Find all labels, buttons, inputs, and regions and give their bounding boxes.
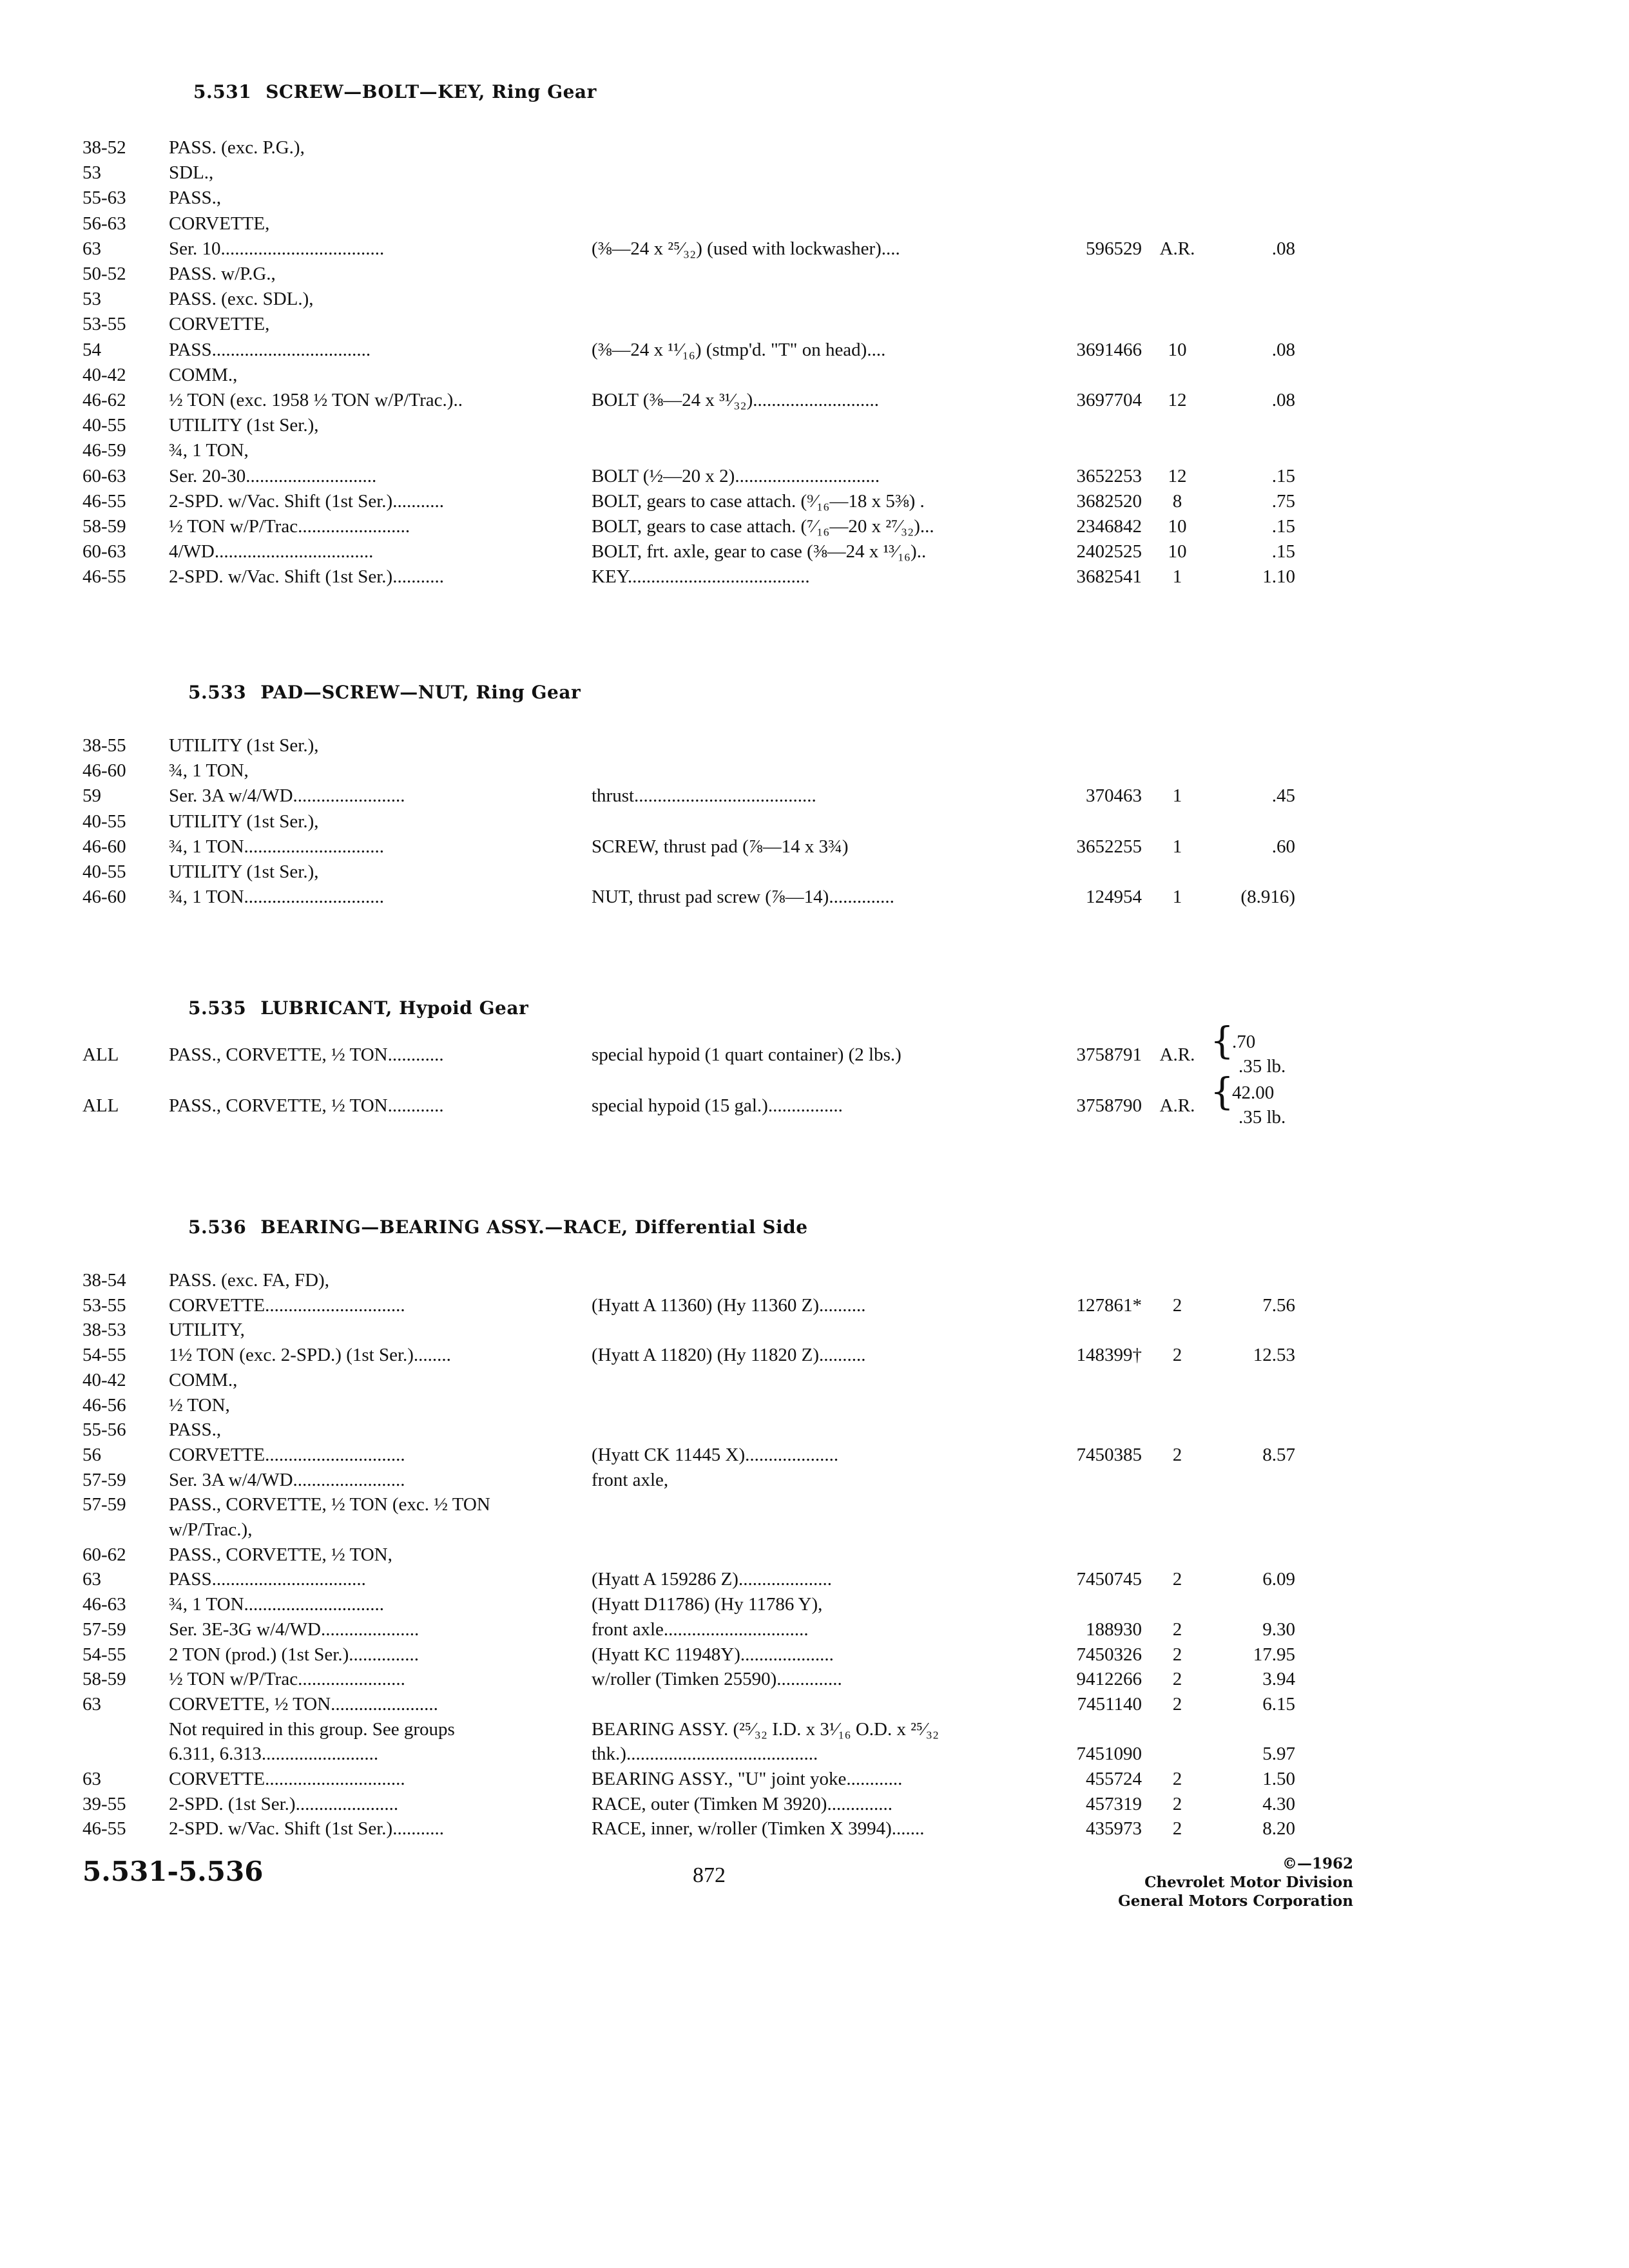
part-description: (Hyatt A 159286 Z)....................: [592, 1569, 832, 1590]
model-description: 2 TON (prod.) (1st Ser.)...............: [169, 1644, 419, 1665]
table-row: [0, 564, 1629, 590]
part-number: 3758791: [1076, 1044, 1142, 1065]
table-row: [0, 1268, 1629, 1293]
model-description: Ser. 3E-3G w/4/WD.....................: [169, 1619, 419, 1640]
list-price: .15: [1271, 541, 1295, 562]
list-price: 6.09: [1262, 1569, 1295, 1590]
model-years: 56-63: [82, 213, 126, 234]
part-number: 2346842: [1076, 516, 1142, 537]
model-description: Ser. 10...................................: [169, 238, 385, 259]
model-years: 38-52: [82, 137, 126, 158]
table-row: [0, 1816, 1629, 1841]
part-description: BEARING ASSY., "U" joint yoke............: [592, 1769, 903, 1789]
list-price: 3.94: [1262, 1669, 1295, 1690]
model-description: PASS..................................: [169, 339, 371, 360]
model-years: 40-55: [82, 861, 126, 882]
model-years: 58-59: [82, 516, 126, 537]
model-description: CORVETTE,: [169, 314, 270, 335]
part-description: (Hyatt A 11360) (Hy 11360 Z)..........: [592, 1294, 866, 1316]
quantity: 2: [1172, 1693, 1182, 1715]
quantity: 12: [1168, 465, 1187, 486]
model-years: 46-60: [82, 836, 126, 857]
part-number: 7450326: [1076, 1644, 1142, 1665]
list-price: .45: [1271, 785, 1295, 807]
group-range: 5.531-5.536: [82, 1856, 264, 1887]
model-description: ¾, 1 TON,: [169, 440, 249, 461]
model-description: PASS., CORVETTE, ½ TON............: [169, 1044, 444, 1065]
quantity: 2: [1172, 1644, 1182, 1665]
model-description: ½ TON w/P/Trac.......................: [169, 1669, 405, 1690]
model-description: CORVETTE,: [169, 213, 270, 234]
quantity: 10: [1168, 516, 1187, 537]
model-description: UTILITY (1st Ser.),: [169, 861, 319, 882]
quantity: A.R.: [1159, 238, 1195, 259]
quantity: 1: [1172, 566, 1182, 588]
model-years: 53-55: [82, 314, 126, 335]
model-description: UTILITY (1st Ser.),: [169, 811, 319, 832]
model-years: 40-42: [82, 1369, 126, 1390]
copyright: ©—1962: [1282, 1855, 1353, 1872]
table-row: [0, 1742, 1629, 1767]
model-description: 6.311, 6.313.........................: [169, 1744, 379, 1765]
price-brace: {: [1210, 1019, 1234, 1062]
model-years: 46-63: [82, 1594, 126, 1615]
model-years: 38-55: [82, 735, 126, 756]
table-row: [0, 1567, 1629, 1592]
table-row: [0, 1019, 1629, 1077]
model-description: CORVETTE..............................: [169, 1444, 405, 1465]
table-row: [0, 1393, 1629, 1418]
table-row: [0, 312, 1629, 337]
table-row: [0, 1792, 1629, 1817]
part-number: 3652253: [1076, 465, 1142, 486]
quantity: 2: [1172, 1569, 1182, 1590]
model-years: 63: [82, 1769, 101, 1789]
table-row: [0, 363, 1629, 388]
table-row: [0, 338, 1629, 363]
table-row: [0, 1293, 1629, 1318]
model-description: ¾, 1 TON..............................: [169, 1594, 385, 1615]
model-description: COMM.,: [169, 364, 238, 385]
model-description: ½ TON w/P/Trac........................: [169, 516, 410, 537]
list-price: .15: [1271, 465, 1295, 486]
quantity: 1: [1172, 887, 1182, 908]
section-heading: 5.531 SCREW—BOLT—KEY, Ring Gear: [193, 81, 597, 102]
table-row: [0, 1418, 1629, 1443]
model-description: 4/WD..................................: [169, 541, 374, 562]
model-description: CORVETTE, ½ TON.......................: [169, 1693, 438, 1715]
model-years: 54-55: [82, 1644, 126, 1665]
model-years: 63: [82, 238, 101, 259]
price-brace: {: [1210, 1070, 1234, 1113]
table-row: [0, 1692, 1629, 1717]
list-price: 5.97: [1262, 1744, 1295, 1765]
table-row: [0, 1468, 1629, 1493]
table-row: [0, 388, 1629, 413]
model-description: PASS.,: [169, 187, 222, 209]
table-row: [0, 783, 1629, 809]
table-row: [0, 135, 1629, 160]
part-description: w/roller (Timken 25590)..............: [592, 1669, 842, 1690]
part-number: 127861*: [1076, 1294, 1142, 1316]
model-description: ¾, 1 TON..............................: [169, 836, 385, 857]
part-description: (Hyatt CK 11445 X)....................: [592, 1444, 839, 1465]
corporation-name: General Motors Corporation: [1118, 1892, 1353, 1910]
model-years: 39-55: [82, 1793, 126, 1814]
list-price: 8.20: [1262, 1818, 1295, 1840]
model-years: 56: [82, 1444, 101, 1465]
part-number: 3697704: [1076, 390, 1142, 410]
table-row: [0, 438, 1629, 463]
table-row: [0, 1368, 1629, 1393]
part-number: 7450745: [1076, 1569, 1142, 1590]
model-description: CORVETTE..............................: [169, 1769, 405, 1789]
part-description: BEARING ASSY. (²⁵⁄₃₂ I.D. x 3¹⁄₁₆ O.D. x ²⁵⁄₃₂: [592, 1718, 940, 1740]
part-number: 3691466: [1076, 339, 1142, 360]
model-years: 57-59: [82, 1469, 126, 1490]
model-description: Not required in this group. See groups: [169, 1718, 455, 1740]
table-row: [0, 758, 1629, 783]
list-price: 7.56: [1262, 1294, 1295, 1316]
quantity: 2: [1172, 1444, 1182, 1465]
model-description: ½ TON (exc. 1958 ½ TON w/P/Trac.)..: [169, 390, 463, 410]
model-description: w/P/Trac.),: [169, 1519, 253, 1540]
part-description: thrust.......................................: [592, 785, 816, 807]
part-description: KEY.......................................: [592, 566, 810, 588]
model-description: 2-SPD. (1st Ser.)......................: [169, 1793, 399, 1814]
model-description: ½ TON,: [169, 1394, 230, 1416]
part-number: 3652255: [1076, 836, 1142, 857]
list-price: .15: [1271, 516, 1295, 537]
table-row: [0, 1070, 1629, 1128]
model-years: ALL: [82, 1044, 119, 1065]
part-number: 124954: [1086, 887, 1142, 908]
model-description: COMM.,: [169, 1369, 238, 1390]
price-per-unit: .70: [1232, 1032, 1256, 1052]
table-row: [0, 211, 1629, 236]
model-years: 46-56: [82, 1394, 126, 1416]
part-description: BOLT, gears to case attach. (⁷⁄₁₆—20 x ²⁷⁄₃₂)...: [592, 516, 934, 537]
model-years: 60-62: [82, 1544, 126, 1565]
table-row: [0, 1318, 1629, 1343]
table-row: [0, 809, 1629, 834]
list-price: .60: [1271, 836, 1295, 857]
model-description: PASS.................................: [169, 1569, 366, 1590]
list-price: 8.57: [1262, 1444, 1295, 1465]
model-description: 2-SPD. w/Vac. Shift (1st Ser.)...........: [169, 1818, 444, 1840]
part-number: 148399†: [1076, 1345, 1142, 1366]
part-description: RACE, inner, w/roller (Timken X 3994).......: [592, 1818, 925, 1840]
quantity: 2: [1172, 1294, 1182, 1316]
model-description: Ser. 3A w/4/WD........................: [169, 1469, 405, 1490]
table-row: [0, 514, 1629, 539]
model-years: 46-59: [82, 440, 126, 461]
model-years: 46-60: [82, 760, 126, 782]
part-number: 9412266: [1076, 1669, 1142, 1690]
section-heading: 5.533 PAD—SCREW—NUT, Ring Gear: [188, 682, 581, 703]
quantity: 1: [1172, 836, 1182, 857]
model-years: 46-60: [82, 887, 126, 908]
part-description: NUT, thrust pad screw (⅞—14)..............: [592, 887, 894, 908]
table-row: [0, 1517, 1629, 1542]
model-description: SDL.,: [169, 162, 214, 184]
table-row: [0, 262, 1629, 287]
model-years: 63: [82, 1693, 101, 1715]
model-years: 54: [82, 339, 101, 360]
model-years: 46-55: [82, 490, 126, 512]
model-description: PASS., CORVETTE, ½ TON............: [169, 1095, 444, 1116]
model-description: Ser. 3A w/4/WD........................: [169, 785, 405, 807]
part-description: RACE, outer (Timken M 3920)..............: [592, 1793, 892, 1814]
model-years: 60-63: [82, 465, 126, 486]
part-number: 596529: [1086, 238, 1142, 259]
model-description: ¾, 1 TON,: [169, 760, 249, 782]
model-years: 57-59: [82, 1619, 126, 1640]
table-row: [0, 186, 1629, 211]
model-years: 57-59: [82, 1494, 126, 1515]
model-years: 53-55: [82, 1294, 126, 1316]
table-row: [0, 1492, 1629, 1517]
model-years: 40-55: [82, 811, 126, 832]
part-description: special hypoid (15 gal.)................: [592, 1095, 843, 1116]
model-years: 53: [82, 289, 101, 310]
model-description: 2-SPD. w/Vac. Shift (1st Ser.)...........: [169, 566, 444, 588]
part-description: (Hyatt D11786) (Hy 11786 Y),: [592, 1594, 823, 1615]
part-number: 188930: [1086, 1619, 1142, 1640]
model-years: 60-63: [82, 541, 126, 562]
part-number: 7451140: [1077, 1693, 1142, 1715]
table-row: [0, 287, 1629, 312]
list-price: .75: [1271, 490, 1295, 512]
list-price: .08: [1271, 238, 1295, 259]
part-description: (Hyatt KC 11948Y)....................: [592, 1644, 834, 1665]
quantity: 10: [1168, 339, 1187, 360]
model-years: 53: [82, 162, 101, 184]
model-description: PASS. w/P.G.,: [169, 264, 276, 284]
section-heading: 5.535 LUBRICANT, Hypoid Gear: [188, 997, 529, 1019]
part-description: thk.).........................................: [592, 1744, 818, 1765]
quantity: 2: [1172, 1669, 1182, 1690]
model-description: 2-SPD. w/Vac. Shift (1st Ser.)...........: [169, 490, 444, 512]
model-description: UTILITY (1st Ser.),: [169, 415, 319, 436]
part-number: 7450385: [1076, 1444, 1142, 1465]
table-row: [0, 834, 1629, 860]
model-years: 46-55: [82, 566, 126, 588]
part-description: (⅜—24 x ²⁵⁄₃₂) (used with lockwasher)....: [592, 238, 900, 259]
part-number: 7451090: [1076, 1744, 1142, 1765]
model-years: 38-53: [82, 1320, 126, 1341]
quantity: 2: [1172, 1619, 1182, 1640]
model-description: PASS.,: [169, 1419, 222, 1441]
section-heading: 5.536 BEARING—BEARING ASSY.—RACE, Differential Side: [188, 1216, 808, 1238]
table-row: [0, 733, 1629, 758]
model-description: 1½ TON (exc. 2-SPD.) (1st Ser.)........: [169, 1345, 451, 1366]
quantity: 1: [1172, 785, 1182, 807]
list-price: 12.53: [1253, 1345, 1295, 1366]
model-years: ALL: [82, 1095, 119, 1116]
table-row: [0, 413, 1629, 438]
model-description: PASS. (exc. FA, FD),: [169, 1270, 329, 1291]
list-price: (8.916): [1240, 887, 1295, 908]
model-description: PASS. (exc. P.G.),: [169, 137, 305, 158]
table-row: [0, 860, 1629, 885]
part-description: special hypoid (1 quart container) (2 lbs.): [592, 1044, 901, 1065]
part-description: SCREW, thrust pad (⅞—14 x 3¾): [592, 836, 849, 857]
model-years: 38-54: [82, 1270, 126, 1291]
model-years: 63: [82, 1569, 101, 1590]
list-price: 1.50: [1262, 1769, 1295, 1789]
list-price: 4.30: [1262, 1793, 1295, 1814]
part-number: 455724: [1086, 1769, 1142, 1789]
table-row: [0, 885, 1629, 910]
table-row: [0, 1767, 1629, 1792]
part-description: front axle,: [592, 1469, 669, 1490]
part-number: 3682520: [1076, 490, 1142, 512]
model-description: PASS., CORVETTE, ½ TON,: [169, 1544, 392, 1565]
quantity: 2: [1172, 1769, 1182, 1789]
quantity: 2: [1172, 1345, 1182, 1366]
part-description: BOLT (½—20 x 2)...............................: [592, 465, 880, 486]
table-row: [0, 160, 1629, 186]
quantity: 12: [1168, 390, 1187, 410]
model-years: 55-56: [82, 1419, 126, 1441]
part-description: BOLT, frt. axle, gear to case (⅜—24 x ¹³⁄₁₆)..: [592, 541, 927, 562]
model-description: PASS. (exc. SDL.),: [169, 289, 314, 310]
model-years: 46-62: [82, 390, 126, 410]
model-years: 58-59: [82, 1669, 126, 1690]
page-number: 872: [693, 1863, 726, 1887]
quantity: 8: [1172, 490, 1182, 512]
part-description: BOLT, gears to case attach. (⁹⁄₁₆—18 x 5⅜) .: [592, 490, 925, 512]
part-number: 3682541: [1076, 566, 1142, 588]
model-description: UTILITY,: [169, 1320, 245, 1341]
part-description: BOLT (⅜—24 x ³¹⁄₃₂)...........................: [592, 390, 880, 410]
publisher-credit: [1050, 1854, 1353, 1910]
model-years: 40-55: [82, 415, 126, 436]
model-years: 50-52: [82, 264, 126, 284]
model-description: ¾, 1 TON..............................: [169, 887, 385, 908]
model-description: Ser. 20-30............................: [169, 465, 377, 486]
quantity: 2: [1172, 1793, 1182, 1814]
price-per-pound: .35 lb.: [1239, 1107, 1286, 1128]
list-price: .08: [1271, 390, 1295, 410]
part-number: 370463: [1086, 785, 1142, 807]
part-number: 2402525: [1076, 541, 1142, 562]
table-row: [0, 539, 1629, 564]
list-price: 6.15: [1262, 1693, 1295, 1715]
model-years: 40-42: [82, 364, 126, 385]
quantity: 10: [1168, 541, 1187, 562]
table-row: [0, 1542, 1629, 1568]
table-row: [0, 1617, 1629, 1642]
model-years: 59: [82, 785, 101, 807]
table-row: [0, 1667, 1629, 1692]
model-description: CORVETTE..............................: [169, 1294, 405, 1316]
quantity: 2: [1172, 1818, 1182, 1840]
table-row: [0, 1642, 1629, 1667]
part-number: 3758790: [1076, 1095, 1142, 1116]
list-price: 9.30: [1262, 1619, 1295, 1640]
table-row: [0, 1592, 1629, 1617]
table-row: [0, 489, 1629, 514]
model-years: 54-55: [82, 1345, 126, 1366]
part-description: (⅜—24 x ¹¹⁄₁₆) (stmp'd. "T" on head)....: [592, 339, 886, 360]
table-row: [0, 1343, 1629, 1368]
part-number: 435973: [1086, 1818, 1142, 1840]
list-price: .08: [1271, 339, 1295, 360]
model-years: 55-63: [82, 187, 126, 209]
table-row: [0, 464, 1629, 489]
list-price: 17.95: [1253, 1644, 1295, 1665]
table-row: [0, 1717, 1629, 1742]
table-row: [0, 1443, 1629, 1468]
part-description: (Hyatt A 11820) (Hy 11820 Z)..........: [592, 1345, 866, 1366]
part-description: front axle...............................: [592, 1619, 809, 1640]
list-price: 1.10: [1262, 566, 1295, 588]
model-description: PASS., CORVETTE, ½ TON (exc. ½ TON: [169, 1494, 490, 1515]
model-years: 46-55: [82, 1818, 126, 1840]
division-name: Chevrolet Motor Division: [1144, 1874, 1353, 1891]
price-per-pound: .35 lb.: [1239, 1056, 1286, 1077]
quantity: A.R.: [1159, 1095, 1195, 1116]
quantity: A.R.: [1159, 1044, 1195, 1065]
price-per-unit: 42.00: [1232, 1082, 1275, 1103]
model-description: UTILITY (1st Ser.),: [169, 735, 319, 756]
part-number: 457319: [1086, 1793, 1142, 1814]
table-row: [0, 236, 1629, 262]
